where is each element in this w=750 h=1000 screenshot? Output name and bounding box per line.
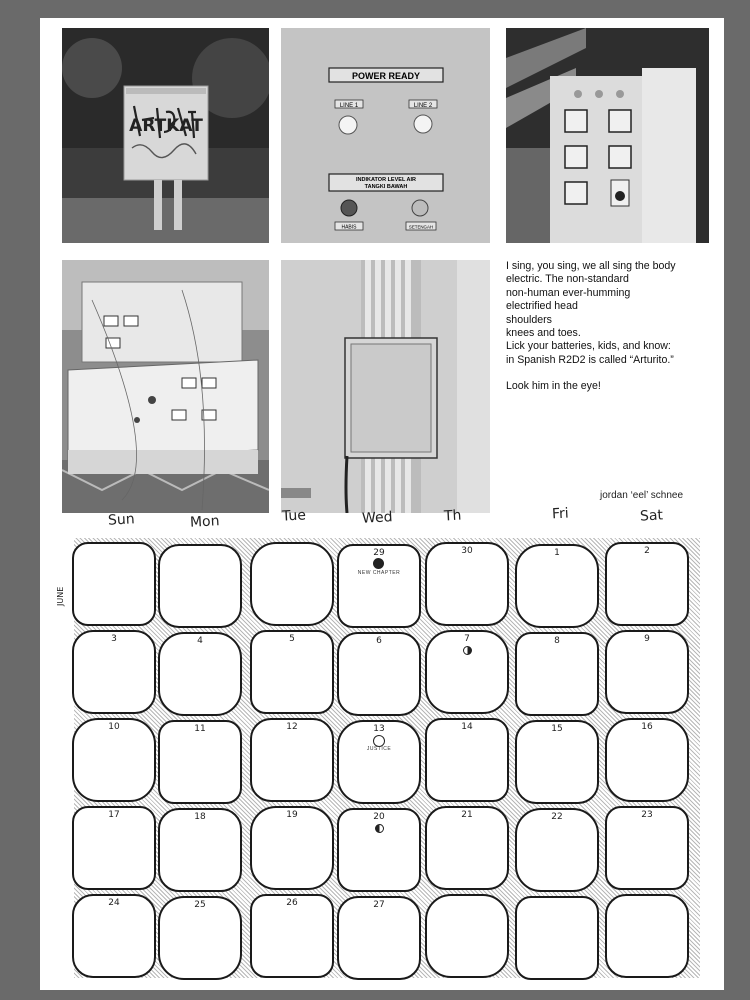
poem-line: electrified head	[506, 300, 578, 313]
habis-label: HABIS	[341, 224, 357, 231]
day-number: 7	[464, 634, 470, 644]
day-number: 18	[194, 812, 206, 822]
calendar-day-cell	[158, 720, 242, 804]
calendar-day-cell	[250, 806, 334, 890]
poem-line: in Spanish R2D2 is called “Arturito.”	[506, 353, 674, 366]
calendar-day-cell	[515, 808, 599, 892]
moon-phase-q3-icon	[375, 824, 384, 833]
calendar-day-cell	[425, 718, 509, 802]
day-number: 29	[373, 548, 385, 558]
day-number: 8	[554, 636, 560, 646]
panel-title: POWER READY	[351, 71, 421, 81]
poem-line: non-human ever-humming	[506, 286, 631, 299]
wall-box-image	[281, 260, 490, 513]
day-number: 27	[373, 900, 385, 910]
day-number: 21	[461, 810, 473, 820]
poem-line: Look him in the eye!	[506, 380, 601, 393]
calendar-day-cell	[72, 806, 156, 890]
day-number: 9	[644, 634, 650, 644]
day-header-fri: Fri	[551, 505, 570, 523]
photo-control-console	[62, 260, 269, 513]
poem-line: I sing, you sing, we all sing the body	[506, 260, 676, 272]
calendar-day-cell	[425, 542, 509, 626]
calendar-day-cell	[515, 720, 599, 804]
indicator-line1: INDIKATOR LEVEL AIR	[356, 177, 416, 183]
day-header-sat: Sat	[639, 507, 664, 525]
day-number: 12	[286, 722, 298, 732]
calendar-day-cell	[515, 896, 599, 980]
calendar-day-cell	[250, 894, 334, 978]
poem-stanza-break	[506, 367, 721, 380]
indicator-line2: TANGKI BAWAH	[364, 184, 408, 190]
calendar-day-cell	[337, 896, 421, 980]
poem-line: Lick your batteries, kids, and know:	[506, 340, 671, 353]
day-header-sun: Sun	[107, 511, 136, 529]
day-number: 25	[194, 900, 206, 910]
poem	[506, 260, 721, 394]
line1-label: LINE 1	[339, 103, 359, 109]
day-number: 4	[197, 636, 203, 646]
day-number: 10	[108, 722, 120, 732]
day-number: 14	[461, 722, 473, 732]
calendar-day-cell	[605, 718, 689, 802]
power-panel-image	[281, 28, 490, 243]
moon-label: JUSTICE	[366, 746, 392, 752]
calendar-day-cell	[72, 894, 156, 978]
day-header-th: Th	[443, 507, 462, 525]
day-number: 16	[641, 722, 653, 732]
calendar-day-cell	[425, 806, 509, 890]
day-number: 5	[289, 634, 295, 644]
poem-line: electric. The non-standard	[506, 273, 629, 286]
calendar-day-cell	[250, 718, 334, 802]
photo-power-ready-panel	[281, 28, 490, 243]
day-number: 3	[111, 634, 117, 644]
author-credit: jordan ‘eel’ schnee	[600, 490, 684, 501]
day-number: 2	[644, 546, 650, 556]
day-header-wed: Wed	[361, 509, 393, 527]
page	[40, 18, 724, 990]
day-number: 17	[108, 810, 120, 820]
day-number: 26	[286, 898, 298, 908]
day-number: 23	[641, 810, 653, 820]
calendar-day-cell	[250, 542, 334, 626]
line2-label: LINE 2	[413, 103, 433, 109]
calendar-day-cell	[158, 896, 242, 980]
meter-panel-image	[506, 28, 709, 243]
day-header-tue: Tue	[281, 507, 307, 525]
calendar-day-cell	[158, 544, 242, 628]
calendar-day-cell	[425, 894, 509, 978]
day-number: 30	[461, 546, 473, 556]
day-number: 22	[551, 812, 563, 822]
day-number: 24	[108, 898, 120, 908]
calendar-day-cell	[515, 632, 599, 716]
photo-graffiti-electrical-box	[62, 28, 269, 243]
calendar-day-cell	[605, 894, 689, 978]
calendar-day-cell	[72, 630, 156, 714]
calendar-day-cell	[337, 808, 421, 892]
calendar-day-cell	[337, 720, 421, 804]
moon-label: NEW CHAPTER	[357, 570, 401, 576]
calendar-day-cell	[250, 630, 334, 714]
calendar-day-cell	[337, 632, 421, 716]
photo-wall-box-conduits	[281, 260, 490, 513]
day-number: 1	[554, 548, 560, 558]
calendar-day-cell	[72, 718, 156, 802]
day-number: 19	[286, 810, 298, 820]
graffiti-tag: ARTKAT	[129, 116, 203, 136]
day-number: 13	[373, 724, 385, 734]
calendar-day-cell	[515, 544, 599, 628]
calendar-day-cell	[605, 806, 689, 890]
month-label-june: JUNE	[56, 586, 65, 606]
poem-line: knees and toes.	[506, 327, 581, 340]
graffiti-box-image	[62, 28, 269, 243]
poem-line: shoulders	[506, 313, 552, 326]
calendar-day-cell	[425, 630, 509, 714]
photo-meter-panel-column	[506, 28, 709, 243]
calendar-day-cell	[158, 632, 242, 716]
calendar-day-cell	[605, 630, 689, 714]
day-header-mon: Mon	[189, 513, 220, 531]
day-number: 20	[373, 812, 385, 822]
day-number: 11	[194, 724, 206, 734]
control-console-image	[62, 260, 269, 513]
calendar-day-cell	[158, 808, 242, 892]
moon-phase-new-icon	[373, 558, 384, 569]
day-number: 15	[551, 724, 563, 734]
day-number: 6	[376, 636, 382, 646]
calendar-day-cell	[72, 542, 156, 626]
setengah-label: SETENGAH	[408, 224, 434, 230]
calendar-day-cell	[337, 544, 421, 628]
moon-phase-q1-icon	[463, 646, 472, 655]
calendar-day-cell	[605, 542, 689, 626]
calendar	[56, 505, 724, 990]
